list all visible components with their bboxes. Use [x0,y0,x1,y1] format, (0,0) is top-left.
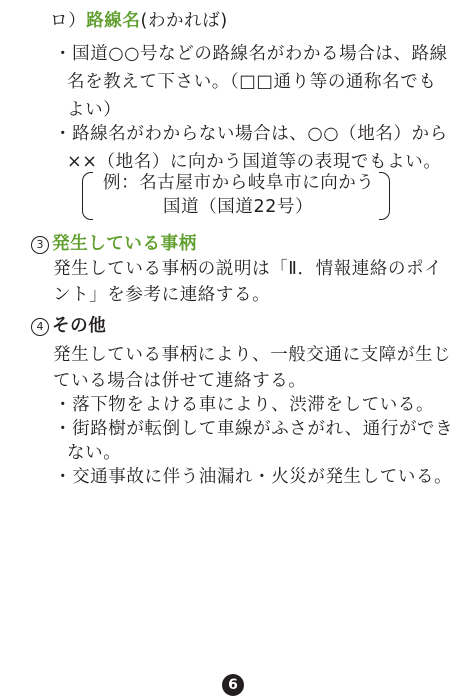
route-heading-prefix: ロ） [50,11,87,31]
section-4-item-1: ・落下物をよける車により、渋滞をしている。 [54,395,435,415]
route-bullet-2-line-1: ・路線名がわからない場合は、○○（地名）から [54,124,448,144]
example-bracket-left [82,172,93,220]
section-4-number: 4 [31,318,49,336]
section-4-heading [31,315,106,337]
section-3-title: 発生している事柄 [52,234,197,254]
section-3-number: 3 [31,236,49,254]
route-bullet-1-line-2: 名を教えて下さい。（□□通り等の通称名でも [67,72,437,92]
section-3-paragraph-line-2: ント」を参考に連絡する。 [53,285,271,305]
example-line-2: 国道（国道22号） [163,197,314,217]
section-4-paragraph-line-2: ている場合は併せて連絡する。 [53,371,307,391]
section-4-item-2-line-1: ・街路樹が転倒して車線がふさがれ、通行ができ [54,419,454,439]
section-3-paragraph-line-1: 発生している事柄の説明は「Ⅱ．情報連絡のポイ [53,259,443,279]
section-4-title: その他 [52,316,107,336]
example-line-1: 例：名古屋市から岐阜市に向かう [103,173,375,193]
example-bracket-right [379,172,390,220]
route-bullet-1-line-1: ・国道○○号などの路線名がわかる場合は、路線 [54,44,448,64]
route-heading-title: 路線名 [86,11,141,31]
section-4-paragraph-line-1: 発生している事柄により、一般交通に支障が生じ [53,345,452,365]
section-3-heading [31,233,197,255]
route-heading [50,10,228,32]
page-number: 6 [222,674,244,696]
section-4-item-3: ・交通事故に伴う油漏れ・火災が発生している。 [54,467,453,487]
section-4-item-2-line-2: ない。 [67,443,122,463]
route-heading-note: (わかれば) [140,11,228,31]
route-bullet-2-line-2: ××（地名）に向かう国道等の表現でもよい。 [67,152,442,172]
route-bullet-1-line-3: よい） [67,100,122,120]
